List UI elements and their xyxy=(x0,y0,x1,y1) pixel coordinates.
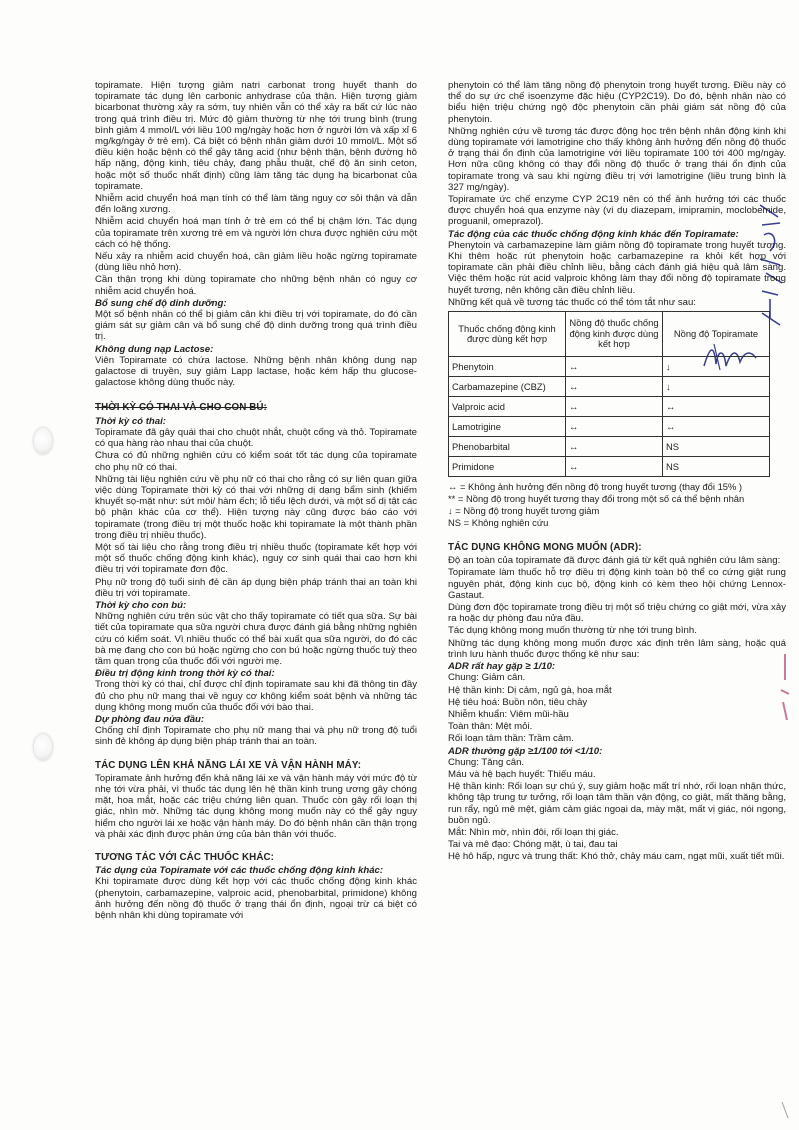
left-column xyxy=(95,80,417,922)
paragraph: Tác dụng không mong muốn thường từ nhẹ tới trung bình. xyxy=(448,625,697,637)
interaction-table xyxy=(448,311,770,477)
list-item: Hệ tiêu hoá: Buồn nôn, tiêu chảy xyxy=(448,696,588,708)
paragraph: Độ an toàn của topiramate đã được đánh giá từ kết quả nghiên cứu lâm sàng: xyxy=(448,555,781,567)
table-cell: Phenytoin xyxy=(449,357,566,377)
subheading-adr-very-common: ADR rất hay gặp ≥ 1/10: xyxy=(448,661,556,673)
paragraph: Trong thời kỳ có thai, chỉ được chỉ định topiramate sau khi đã thông tin đầy đủ cho phụ nữ mang thai về nguy cơ không kiểm soát bệnh và những tác dụng không mong muốn của thuốc đối với bào thai. xyxy=(95,679,417,713)
subheading-adr-common: ADR thường gặp ≥1/100 tới <1/10: xyxy=(448,745,603,757)
section-adr: TÁC DỤNG KHÔNG MONG MUỐN (ADR): xyxy=(448,542,642,554)
paragraph: Dùng đơn độc topiramate trong điều trị một số triệu chứng co giật mới, vừa xảy ra hoặc dự phòng đau nửa đầu. xyxy=(448,602,786,625)
paragraph: Cần thận trọng khi dùng topiramate cho những bệnh nhân có nguy cơ nhiễm acid chuyển hoá. xyxy=(95,274,417,297)
list-item: Hệ thần kinh: Rối loạn sự chú ý, suy giảm hoặc mất trí nhớ, rối loạn nhận thức, không tập trung tư tưởng, rối loạn tâm thần vận động, co giật, mất thăng bằng, run rẩy, ngủ mê mệt, giảm cảm giác ngoại da, mày mặt, mất vị giác, nói ngọng, buồn ngủ. xyxy=(448,781,786,826)
table-row xyxy=(449,457,770,477)
section-pregnancy: THỜI KỲ CÓ THAI VÀ CHO CON BÚ: xyxy=(95,402,267,414)
subheading-epilepsy-pregnancy: Điều trị động kinh trong thời kỳ có thai: xyxy=(95,668,275,680)
list-item: Chung: Giảm cân. xyxy=(448,672,526,684)
paragraph: Topiramate đã gây quái thai cho chuột nhắt, chuột cống và thỏ. Topiramate có qua hàng rào nhau thai của chuột. xyxy=(95,426,417,450)
legend-item: ** = Nồng độ trong huyết tương thay đổi trong một số cá thể bệnh nhân xyxy=(448,493,745,505)
table-header-row xyxy=(449,312,770,357)
table-header: Nồng độ Topiramate xyxy=(663,312,770,357)
paragraph: Nhiễm acid chuyển hoá mạn tính có thể làm tăng nguy cơ sỏi thận và dẫn đến loãng xương. xyxy=(95,193,417,216)
table-cell: ↓ xyxy=(663,377,770,397)
paragraph: Nếu xảy ra nhiễm acid chuyển hoá, cần giảm liều hoặc ngừng topiramate (dùng liều nhỏ hơn). xyxy=(95,251,417,274)
table-cell: ↔ xyxy=(663,397,770,417)
punch-hole-top xyxy=(34,428,52,454)
table-legend xyxy=(448,481,786,528)
table-cell: ↔ xyxy=(566,457,663,477)
paragraph: Topiramate ảnh hưởng đến khả năng lái xe và vận hành máy với mức độ từ nhẹ tới vừa phải, vì thuốc tác dụng lên hệ thần kinh trung ương gây chóng mặt, hoa mắt, hoặc các triệu chứng liên quan. Thuốc còn gây rối loạn thị giác, nhìn mờ. Những tác dụng không mong muốn này có thể gây nguy hiểm cho người lái xe hoặc vận hành máy. Do đó bệnh nhân cần thận trọng và phải xác định được phản ứng của bản thân với thuốc. xyxy=(95,772,417,840)
table-header: Nồng độ thuốc chống động kinh được dùng kết hợp xyxy=(566,312,663,357)
list-item: Rối loạn tâm thần: Trầm cảm. xyxy=(448,733,574,745)
paragraph: Topiramate ức chế enzyme CYP 2C19 nên có thể ảnh hưởng tới các thuốc được chuyển hoá qua enzyme này (ví dụ diazepam, imipramin, moclobemide, proguanil, omeprazol). xyxy=(448,194,786,228)
legend-item: ↓ = Nồng độ trong huyết tương giảm xyxy=(448,505,600,517)
table-row xyxy=(449,397,770,417)
table-cell: ↔ xyxy=(566,357,663,377)
paragraph: topiramate. Hiện tượng giảm natri carbonat trong huyết thanh do topiramate tác dụng lên carbonic anhydrase của thận. Hiện tượng giảm bicarbonat thường xảy ra sớm, tuy nhiên vẫn có thể xảy ra bất cứ lúc nào trong quá trình điều trị. Mức độ giảm thường từ nhẹ tới trung bình (trung bình giảm 4 mmol/L với liều 100 mg/ngày hoặc hơn ở người lớn và xấp xỉ 6 mg/kg/ngày ở trẻ em). Cá biệt có bệnh nhân giảm dưới 10 mmol/L. Một số điều kiện hoặc bệnh có thể gây tăng acid (như bệnh thận, bệnh đường hô hấp nặng, động kinh, tiêu chảy, đang phẫu thuật, chế độ ăn sinh ceton, hoặc một số thuốc nhất định) cũng làm tăng tác dụng hạ bicarbonat của topiramate. xyxy=(95,80,417,192)
table-row xyxy=(449,357,770,377)
paragraph: Chưa có đủ những nghiên cứu có kiểm soát tốt tác dụng của topiramate cho phụ nữ có thai. xyxy=(95,450,417,473)
list-item: Mắt: Nhìn mờ, nhìn đôi, rối loạn thị giác. xyxy=(448,826,619,838)
table-cell: ↔ xyxy=(566,377,663,397)
table-cell: NS xyxy=(663,457,770,477)
list-item: Máu và hệ bạch huyết: Thiếu máu. xyxy=(448,768,596,780)
list-item: Tai và mê đạo: Chóng mặt, ù tai, đau tai xyxy=(448,839,618,851)
legend-item: ↔ = Không ảnh hưởng đến nồng độ trong huyết tương (thay đổi 15% ) xyxy=(448,481,743,493)
list-item: Hệ hô hấp, ngực và trung thất: Khó thở, chảy máu cam, ngạt mũi, xuất tiết mũi. xyxy=(448,851,785,863)
legend-item: NS = Không nghiên cứu xyxy=(448,517,549,529)
table-row xyxy=(449,417,770,437)
paragraph: Phụ nữ trong độ tuổi sinh đẻ cần áp dụng biện pháp tránh thai an toàn khi điều trị với topiramate. xyxy=(95,576,417,599)
table-cell: Valproic acid xyxy=(449,397,566,417)
paragraph: Những kết quả về tương tác thuốc có thể tóm tắt như sau: xyxy=(448,296,696,308)
subheading-other-aeds: Tác động của các thuốc chống động kinh khác đến Topiramate: xyxy=(448,228,739,240)
table-cell: ↔ xyxy=(663,417,770,437)
table-cell: ↔ xyxy=(566,417,663,437)
page-edge-mark xyxy=(780,1100,790,1120)
section-driving: TÁC DỤNG LÊN KHẢ NĂNG LÁI XE VÀ VẬN HÀNH MÁY: xyxy=(95,759,362,771)
paragraph: Viên Topiramate có chứa lactose. Những bệnh nhân không dung nạp galactose di truyền, suy giảm Lapp lactase, hoặc kém hấp thu glucose-galactose không dùng thuốc này. xyxy=(95,354,417,389)
paragraph: Phenytoin và carbamazepine làm giảm nồng độ topiramate trong huyết tương. Khi thêm hoặc rút phenytoin hoặc carbamazepine ra khỏi kết hợp với topiramate cần phải điều chỉnh liều, bằng cách đánh giá hiệu quả lâm sàng. Việc thêm hoặc rút acid valproic không làm thay đổi nồng độ topiramate trong huyết tương, nên không cần điều chỉnh liều. xyxy=(448,239,786,296)
table-cell: ↔ xyxy=(566,437,663,457)
subheading-pregnancy: Thời kỳ có thai: xyxy=(95,415,166,427)
paragraph: Chống chỉ định Topiramate cho phụ nữ mang thai và phụ nữ trong độ tuổi sinh đẻ không áp dụng biện pháp tránh thai an toàn. xyxy=(95,725,417,748)
paragraph: phenytoin có thể làm tăng nồng độ phenytoin trong huyết tương. Điều này có thể do sự ức chế isoenzyme đặc hiệu (CYP2C19). Do đó, bệnh nhân nào có biểu hiện triệu chứng ngộ độc phenytoin cần phải giám sát nồng độ của phenytoin. xyxy=(448,80,786,125)
subheading-interactions: Tác dụng của Topiramate với các thuốc chống động kinh khác: xyxy=(95,865,384,877)
paragraph: Một số bệnh nhân có thể bị giảm cân khi điều trị với topiramate, do đó cần giám sát sự giảm cân và bổ sung chế độ dinh dưỡng trong quá trình điều trị. xyxy=(95,309,417,343)
paragraph: Một số tài liệu cho rằng trong điều trị nhiều thuốc (topiramate kết hợp với một số thuốc chống động kinh khác), nguy cơ sinh quái thai cao hơn khi điều trị với topiramate đơn độc. xyxy=(95,541,417,576)
table-cell: Carbamazepine (CBZ) xyxy=(449,377,566,397)
paragraph: Khi topiramate được dùng kết hợp với các thuốc chống động kinh khác (phenytoin, carbamazepine, valproic acid, phenobarbital, primidone) không ảnh hưởng đến nồng độ thuốc ở trạng thái ổn định, ngoại trừ cá biệt có bệnh nhân khi dùng topiramate với xyxy=(95,876,417,922)
section-interactions: TƯƠNG TÁC VỚI CÁC THUỐC KHÁC: xyxy=(95,852,275,863)
table-row xyxy=(449,437,770,457)
subheading-migraine: Dự phòng đau nửa đầu: xyxy=(95,713,205,725)
table-cell: Primidone xyxy=(449,457,566,477)
paragraph: Topiramate làm thuốc hỗ trợ điều trị động kinh toàn bộ thể co cứng giật rung nguyên phát, động kinh cục bộ, động kinh có kèm theo hội chứng Lennox-Gastaut. xyxy=(448,567,786,601)
subheading-lactose: Không dung nạp Lactose: xyxy=(95,343,214,355)
subheading-lactation: Thời kỳ cho con bú: xyxy=(95,599,187,611)
punch-hole-bottom xyxy=(34,734,52,760)
list-item: Hệ thần kinh: Dị cảm, ngủ gà, hoa mắt xyxy=(448,684,612,696)
subheading-diet: Bổ sung chế độ dinh dưỡng: xyxy=(95,297,227,309)
paragraph: Những nghiên cứu về tương tác được động học trên bệnh nhân động kinh khi dùng topiramate với lamotrigine cho thấy không ảnh hưởng đến nồng độ thuốc ở trạng thái ổn định của lamotrigine với liều topiramate 100 tới 400 mg/ngày. Hơn nữa cũng không có thay đổi nồng độ thuốc ở trạng thái ổn định của topiramate trong và sau khi ngừng điều trị với lamotrigine (liều trung bình là 327 mg/ngày). xyxy=(448,125,786,193)
table-header: Thuốc chống động kinh được dùng kết hợp xyxy=(449,312,566,357)
paragraph: Những nghiên cứu trên súc vật cho thấy topiramate có tiết qua sữa. Sự bài tiết của topiramate qua sữa người chưa được đánh giá bằng những nghiên cứu có kiểm soát. Vì nhiều thuốc có thể bài xuất qua sữa người, do đó các bà mẹ đang cho con bú hoặc ngừng cho con bú hoặc ngừng thuốc tuỳ theo tầm quan trọng của thuốc đối với người mẹ. xyxy=(95,611,417,667)
list-item: Nhiễm khuẩn: Viêm mũi-hầu xyxy=(448,708,569,720)
table-cell: ↔ xyxy=(566,397,663,417)
table-cell: Lamotrigine xyxy=(449,417,566,437)
table-cell: NS xyxy=(663,437,770,457)
paragraph: Nhiễm acid chuyển hoá mạn tính ở trẻ em có thể bị chậm lớn. Tác dụng của topiramate trên xương trẻ em và người lớn chưa được nghiên cứu một cách có hệ thống. xyxy=(95,216,417,250)
paragraph: Những tài liệu nghiên cứu về phụ nữ có thai cho rằng có sự liên quan giữa việc dùng Topiramate thời kỳ có thai với những dị dạng bẩm sinh (khiếm khuyết sọ-mặt như: sứt môi/ hàm ếch; lỗ tiểu lệch dưới, và một số dị tật các bộ phận khác của cơ thể). Hiện tượng này cũng được báo cáo với topiramate (trong điều trị một thuốc hoặc khi topiramate là một thành phần trong điều trị nhiều thuốc). xyxy=(95,473,417,541)
paragraph: Những tác dụng không mong muốn được xác định trên lâm sàng, hoặc quá trình lưu hành thuốc được thống kê như sau: xyxy=(448,637,786,660)
right-column xyxy=(448,80,786,864)
list-item: Chung: Tăng cân. xyxy=(448,756,525,768)
table-row xyxy=(449,377,770,397)
list-item: Toàn thân: Mệt mỏi. xyxy=(448,721,533,733)
table-cell: ↓ xyxy=(663,357,770,377)
table-cell: Phenobarbital xyxy=(449,437,566,457)
